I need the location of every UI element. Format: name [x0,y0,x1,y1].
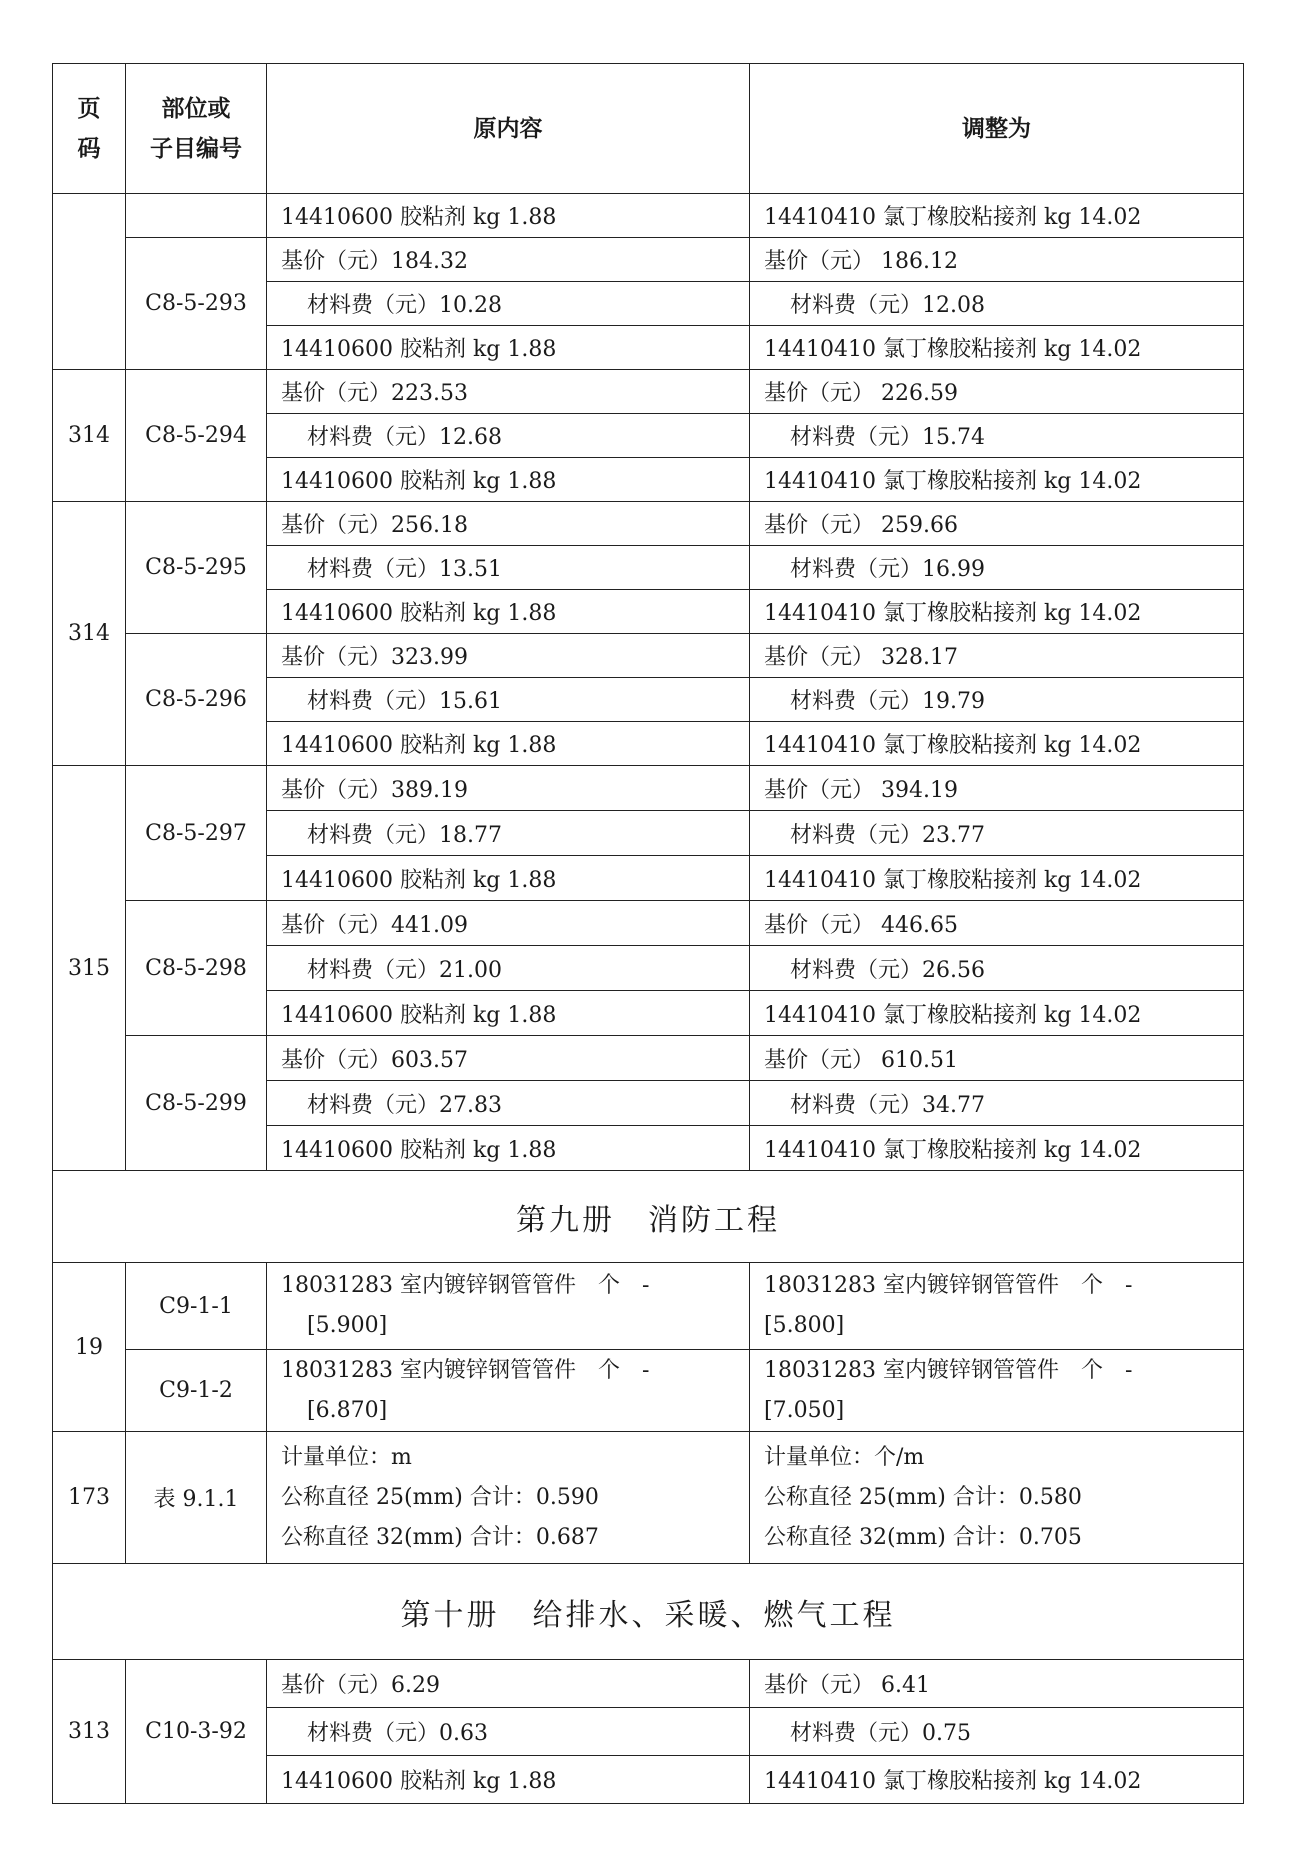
adjusted-cell: 材料费（元）34.77 [750,1081,1244,1126]
original-cell: 14410600 胶粘剂 kg 1.88 [267,194,750,238]
code-cell: C10-3-92 [126,1660,267,1804]
code-cell: C8-5-293 [126,238,267,370]
table-row [53,1660,1244,1708]
page-cell: 19 [53,1263,126,1432]
page-cell: 173 [53,1432,126,1564]
adjusted-cell: 14410410 氯丁橡胶粘接剂 kg 14.02 [750,326,1244,370]
table-row [53,634,1244,678]
adjusted-cell: 基价（元） 328.17 [750,634,1244,678]
adjusted-cell: 基价（元） 394.19 [750,766,1244,811]
page-cell: 313 [53,1660,126,1804]
adjusted-cell: 材料费（元）0.75 [750,1708,1244,1756]
adjusted-cell: 基价（元） 446.65 [750,901,1244,946]
original-cell: 14410600 胶粘剂 kg 1.88 [267,458,750,502]
code-cell: C8-5-295 [126,502,267,634]
page-cell: 314 [53,370,126,502]
adjusted-cell: 材料费（元）19.79 [750,678,1244,722]
adjusted-cell: 14410410 氯丁橡胶粘接剂 kg 14.02 [750,722,1244,766]
adjusted-cell: 14410410 氯丁橡胶粘接剂 kg 14.02 [750,1756,1244,1804]
adjusted-cell: 材料费（元）23.77 [750,811,1244,856]
adjusted-cell: 材料费（元）16.99 [750,546,1244,590]
code-cell: C9-1-1 [126,1263,267,1350]
section-row [53,1564,1244,1660]
adjusted-cell: 材料费（元）15.74 [750,414,1244,458]
original-cell: 材料费（元）21.00 [267,946,750,991]
table-row [53,901,1244,946]
adjusted-cell: 18031283 室内镀锌钢管管件 个 - [5.800] [750,1263,1244,1350]
adjusted-cell: 材料费（元）26.56 [750,946,1244,991]
original-cell: 基价（元）389.19 [267,766,750,811]
page-cell: 315 [53,766,126,1171]
table-row [53,1350,1244,1432]
table-row [53,194,1244,238]
original-cell: 14410600 胶粘剂 kg 1.88 [267,856,750,901]
adjusted-cell: 计量单位：个/m 公称直径 25(mm) 合计：0.580 公称直径 32(mm) 合计：0.705 [750,1432,1244,1564]
page-cell [53,194,126,370]
original-cell: 14410600 胶粘剂 kg 1.88 [267,1126,750,1171]
original-cell: 材料费（元）13.51 [267,546,750,590]
original-cell: 材料费（元）27.83 [267,1081,750,1126]
adjusted-cell: 基价（元） 610.51 [750,1036,1244,1081]
original-cell: 基价（元）6.29 [267,1660,750,1708]
code-cell: C8-5-297 [126,766,267,901]
code-cell: C8-5-294 [126,370,267,502]
original-cell: 材料费（元）18.77 [267,811,750,856]
adjusted-cell: 基价（元） 6.41 [750,1660,1244,1708]
section-title-vol9: 第九册 消防工程 [53,1171,1244,1263]
errata-document [52,63,1243,1804]
original-cell: 14410600 胶粘剂 kg 1.88 [267,1756,750,1804]
code-cell: C8-5-299 [126,1036,267,1171]
table-row [53,370,1244,414]
section-row [53,1171,1244,1263]
adjusted-cell: 18031283 室内镀锌钢管管件 个 - [7.050] [750,1350,1244,1432]
original-cell: 14410600 胶粘剂 kg 1.88 [267,326,750,370]
original-cell: 基价（元）256.18 [267,502,750,546]
original-cell: 计量单位：m 公称直径 25(mm) 合计：0.590 公称直径 32(mm) 合计：0.687 [267,1432,750,1564]
item-code-header: 部位或 子目编号 [126,64,267,194]
adjusted-cell: 14410410 氯丁橡胶粘接剂 kg 14.02 [750,991,1244,1036]
original-cell: 基价（元）223.53 [267,370,750,414]
original-cell: 材料费（元）15.61 [267,678,750,722]
code-cell: C9-1-2 [126,1350,267,1432]
section-title-vol10: 第十册 给排水、采暖、燃气工程 [53,1564,1244,1660]
page-cell: 314 [53,502,126,766]
adjusted-cell: 14410410 氯丁橡胶粘接剂 kg 14.02 [750,856,1244,901]
errata-table [52,63,1244,1804]
table-row [53,1036,1244,1081]
code-cell: C8-5-296 [126,634,267,766]
table-row [53,1263,1244,1350]
original-cell: 材料费（元）10.28 [267,282,750,326]
adjusted-cell: 14410410 氯丁橡胶粘接剂 kg 14.02 [750,458,1244,502]
original-content-header: 原内容 [267,64,750,194]
original-cell: 基价（元）441.09 [267,901,750,946]
original-cell: 18031283 室内镀锌钢管管件 个 - [5.900] [267,1263,750,1350]
adjusted-content-header: 调整为 [750,64,1244,194]
table-row [53,766,1244,811]
table-row [53,238,1244,282]
original-cell: 14410600 胶粘剂 kg 1.88 [267,991,750,1036]
original-cell: 14410600 胶粘剂 kg 1.88 [267,722,750,766]
code-cell [126,194,267,238]
original-cell: 18031283 室内镀锌钢管管件 个 - [6.870] [267,1350,750,1432]
adjusted-cell: 基价（元） 259.66 [750,502,1244,546]
original-cell: 材料费（元）0.63 [267,1708,750,1756]
table-row [53,502,1244,546]
adjusted-cell: 14410410 氯丁橡胶粘接剂 kg 14.02 [750,590,1244,634]
table-row [53,1432,1244,1564]
adjusted-cell: 材料费（元）12.08 [750,282,1244,326]
original-cell: 基价（元）184.32 [267,238,750,282]
adjusted-cell: 14410410 氯丁橡胶粘接剂 kg 14.02 [750,1126,1244,1171]
adjusted-cell: 14410410 氯丁橡胶粘接剂 kg 14.02 [750,194,1244,238]
page-number-header: 页 码 [53,64,126,194]
header-row [53,64,1244,194]
code-cell: 表 9.1.1 [126,1432,267,1564]
original-cell: 基价（元）603.57 [267,1036,750,1081]
adjusted-cell: 基价（元） 186.12 [750,238,1244,282]
original-cell: 材料费（元）12.68 [267,414,750,458]
code-cell: C8-5-298 [126,901,267,1036]
adjusted-cell: 基价（元） 226.59 [750,370,1244,414]
original-cell: 基价（元）323.99 [267,634,750,678]
original-cell: 14410600 胶粘剂 kg 1.88 [267,590,750,634]
